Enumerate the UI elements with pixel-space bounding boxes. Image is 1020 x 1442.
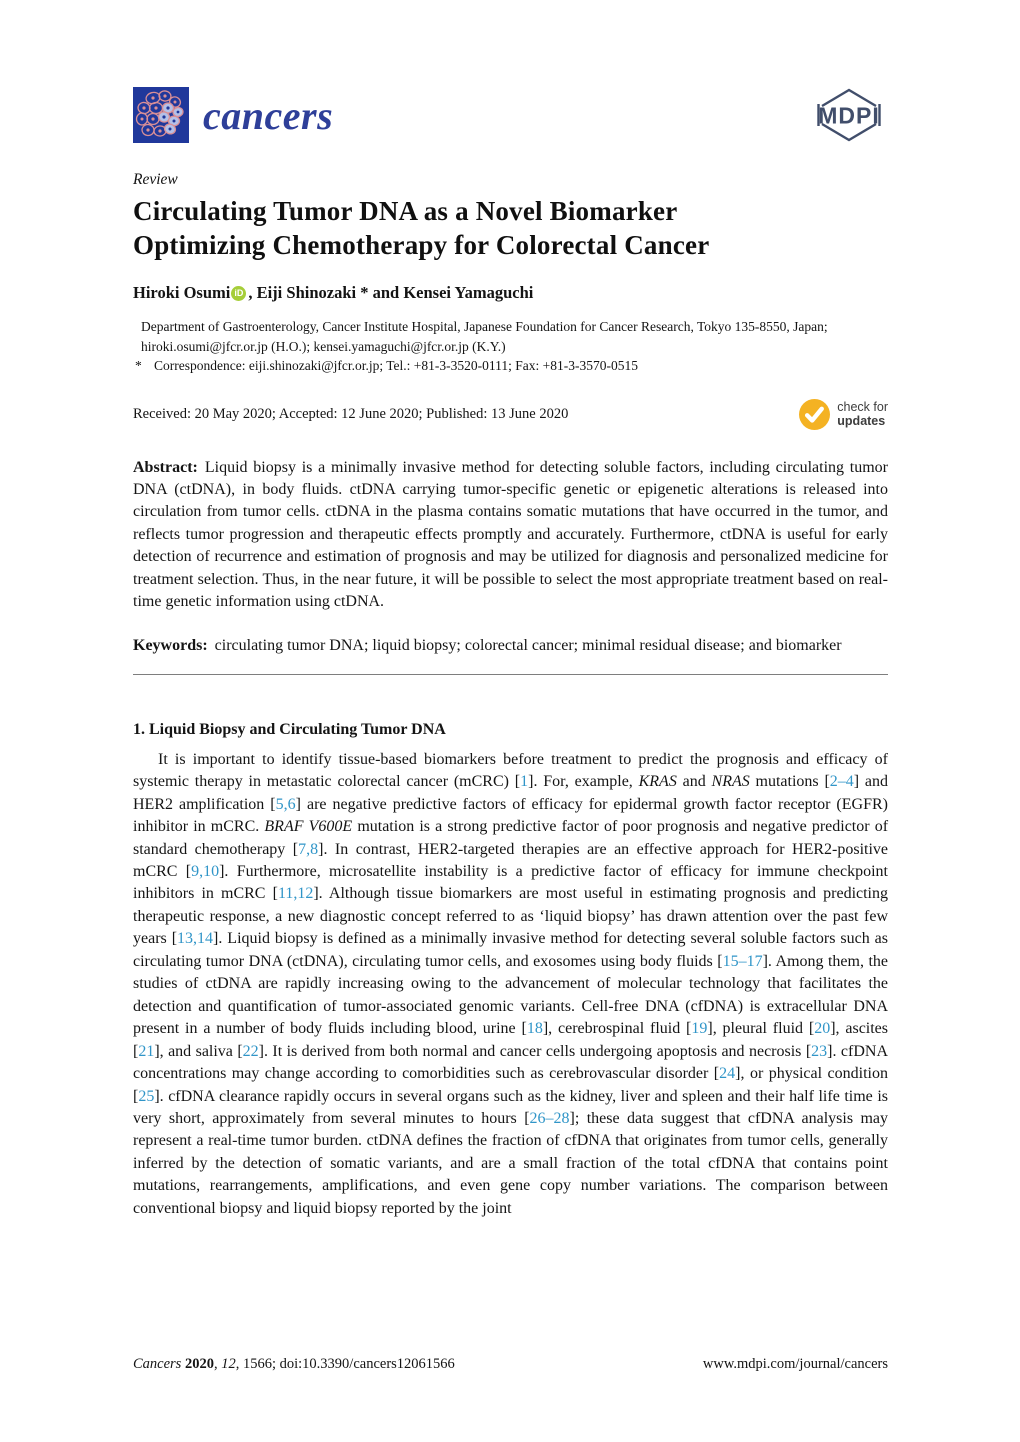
- text-segment: It is important to identify tissue-based biomarkers before treatment to predict the prognosis and efficacy of systemic therapy in metastatic colorectal cancer (mCRC) [: [133, 750, 888, 791]
- citation-link[interactable]: 26–28: [529, 1110, 570, 1127]
- text-segment: ] are negative predictive factors of efficacy for epidermal growth factor receptor (EGFR) inhibitor in mCRC.: [133, 795, 888, 836]
- text-segment: ], cerebrospinal fluid [: [542, 1020, 692, 1038]
- text-segment: , 1566; doi:10.3390/cancers12061566: [235, 1356, 455, 1372]
- text-segment: ]; these data suggest that cfDNA analysis may represent a real-time tumor burden. ctDNA defines the fraction of cfDNA that originates from tumor cells, generally inferred by the detection of somatic variants, and are a small fraction of the total cfDNA that contains point mutations, rearrangements, amplifications, and even gene copy number variations. The comparison between conventional biopsy and liquid biopsy reported by the joint: [133, 1110, 888, 1217]
- correspondence-line: [133, 356, 888, 376]
- text-segment: ], ascites [: [133, 1020, 889, 1060]
- orcid-icon[interactable]: iD: [231, 286, 246, 301]
- article-type-label: Review: [133, 171, 178, 188]
- check-updates-line1: check for: [837, 400, 888, 414]
- correspondence-text: Correspondence: eiji.shinozaki@jfcr.or.jp; Tel.: +81-3-3520-0111; Fax: +81-3-3570-0515: [154, 358, 639, 373]
- page-footer: [133, 1356, 888, 1373]
- abstract-text: Liquid biopsy is a minimally invasive method for detecting soluble factors, including circulating tumor DNA (ctDNA), in body fluids. ctDNA carrying tumor-specific genetic or epigenetic alterations is released into circulation from tumor cells. ctDNA in the plasma contains somatic mutations that have occurred in the tumor, and reflects tumor progression and therapeutic effects promptly and accurately. Furthermore, ctDNA is useful for early detection of recurrence and estimation of prognosis and may be utilized for diagnosis and personalized medicine for treatment selection. Thus, in the near future, it will be possible to select the most appropriate treatment based on real-time genetic information using ctDNA.: [133, 458, 888, 610]
- journal-name: cancers: [203, 92, 334, 138]
- text-segment: ], pleural fluid [: [707, 1020, 815, 1038]
- text-segment: Cancers: [133, 1356, 182, 1372]
- received-accepted-published: Received: 20 May 2020; Accepted: 12 June 2020; Published: 13 June 2020: [133, 405, 569, 422]
- affiliation-block: [133, 317, 888, 376]
- citation-link[interactable]: 25: [138, 1087, 155, 1105]
- citation-link[interactable]: 18: [526, 1020, 543, 1038]
- citation-link[interactable]: 19: [691, 1020, 708, 1038]
- page-title: [133, 194, 888, 262]
- text-segment: ]. Although tissue biomarkers are most useful in estimating prognosis and predicting therapeutic response, a new diagnostic concept referred to as ‘liquid biopsy’ has drawn attention over the past few years [: [133, 885, 889, 948]
- section-divider: [133, 674, 888, 675]
- text-segment: and: [676, 773, 712, 791]
- text-segment: mutations [: [749, 773, 830, 791]
- citation-link[interactable]: 24: [719, 1065, 736, 1083]
- mdpi-logo-text: MDPI: [818, 102, 880, 129]
- mdpi-logo: [810, 86, 888, 144]
- abstract-label: Abstract:: [133, 458, 198, 476]
- text-segment: NRAS: [711, 773, 750, 791]
- dates-row: [133, 399, 888, 430]
- checkmark-icon: [799, 399, 830, 430]
- section-1-paragraph: [133, 749, 888, 1221]
- text-segment: 12: [221, 1356, 236, 1372]
- text-segment: 2020: [184, 1356, 214, 1372]
- text-segment: ]. Furthermore, microsatellite instability is a predictive factor of efficacy for immune checkpoint inhibitors in mCRC [: [133, 863, 888, 903]
- citation-link[interactable]: 21: [138, 1042, 155, 1060]
- text-segment: ]. It is derived from both normal and cancer cells undergoing apoptosis and necrosis [: [258, 1042, 812, 1060]
- citation-link[interactable]: 9,10: [191, 863, 220, 881]
- text-segment: ]. cfDNA clearance rapidly occurs in several organs such as the kidney, liver and spleen and their half life time is very short, approximately from several minutes to hours [: [133, 1087, 888, 1127]
- text-segment: ]. Among them, the studies of ctDNA are rapidly increasing owing to the advancement of molecular technology that facilitates the detection and quantification of tumor-associated genomic variants. Cell-free DNA (cfDNA) is extracellular DNA present in a number of body fluids including blood, urine [: [133, 952, 889, 1038]
- journal-url[interactable]: www.mdpi.com/journal/cancers: [702, 1356, 888, 1372]
- text-segment: ], or physical condition [: [133, 1065, 888, 1105]
- keywords-label: Keywords:: [133, 637, 208, 655]
- correspondence-marker: *: [135, 358, 142, 373]
- cancers-journal-logo: [133, 87, 333, 143]
- citation-link[interactable]: 20: [814, 1020, 831, 1038]
- text-segment: ]. cfDNA concentrations may change according to comorbidities such as cerebrovascular disorder [: [133, 1042, 888, 1083]
- citation-link[interactable]: 1: [520, 773, 529, 791]
- text-segment: BRAF V600E: [264, 818, 353, 836]
- citation-link[interactable]: 15–17: [722, 952, 763, 970]
- abstract-paragraph: [133, 457, 888, 614]
- page-header: [133, 86, 888, 144]
- citation-info: [133, 1356, 455, 1373]
- title-line-1: Circulating Tumor DNA as a Novel Biomarker: [133, 196, 678, 226]
- check-updates-badge[interactable]: [799, 399, 888, 430]
- check-updates-label: [837, 400, 888, 428]
- citation-link[interactable]: 5,6: [275, 795, 296, 813]
- section-1-heading: 1. Liquid Biopsy and Circulating Tumor DNA: [133, 720, 446, 738]
- text-segment: mutation is a strong predictive factor of poor prognosis and negative predictor of standard chemotherapy [: [133, 818, 889, 858]
- text-segment: ]. In contrast, HER2-targeted therapies are an effective approach for HER2-positive mCRC [: [133, 840, 889, 881]
- text-segment: , Eiji Shinozaki * and Kensei Yamaguchi: [248, 283, 534, 302]
- citation-link[interactable]: 13,14: [177, 930, 214, 948]
- text-segment: ]. For, example,: [528, 773, 639, 791]
- title-line-2: Optimizing Chemotherapy for Colorectal Cancer: [133, 230, 710, 260]
- citation-link[interactable]: 2–4: [829, 773, 854, 791]
- text-segment: ]. Liquid biopsy is defined as a minimally invasive method for detecting several soluble factors such as circulating tumor DNA (ctDNA), circulating tumor cells, and exosomes using body fluids [: [133, 930, 888, 970]
- keywords-text: circulating tumor DNA; liquid biopsy; colorectal cancer; minimal residual disease; and biomarker: [214, 637, 842, 655]
- citation-link[interactable]: 11,12: [277, 885, 314, 903]
- keywords-paragraph: [133, 635, 888, 657]
- citation-link[interactable]: 23: [811, 1042, 828, 1060]
- cancers-cells-icon: [133, 87, 189, 143]
- text-segment: ] and HER2 amplification [: [133, 773, 889, 813]
- text-segment: ], and saliva [: [154, 1042, 243, 1060]
- citation-link[interactable]: 7,8: [298, 840, 319, 858]
- text-segment: ,: [213, 1356, 222, 1372]
- text-segment: KRAS: [638, 773, 677, 791]
- affiliation-text: Department of Gastroenterology, Cancer Institute Hospital, Japanese Foundation for Cancer Research, Tokyo 135-8550, Japan; hiroki.osumi@jfcr.or.jp (H.O.); kensei.yamaguchi@jfcr.or.jp (K.Y.): [141, 319, 828, 354]
- check-updates-line2: updates: [837, 414, 886, 428]
- authors-line: [133, 283, 888, 303]
- text-segment: Hiroki Osumi: [133, 283, 231, 302]
- citation-link[interactable]: 22: [242, 1042, 259, 1060]
